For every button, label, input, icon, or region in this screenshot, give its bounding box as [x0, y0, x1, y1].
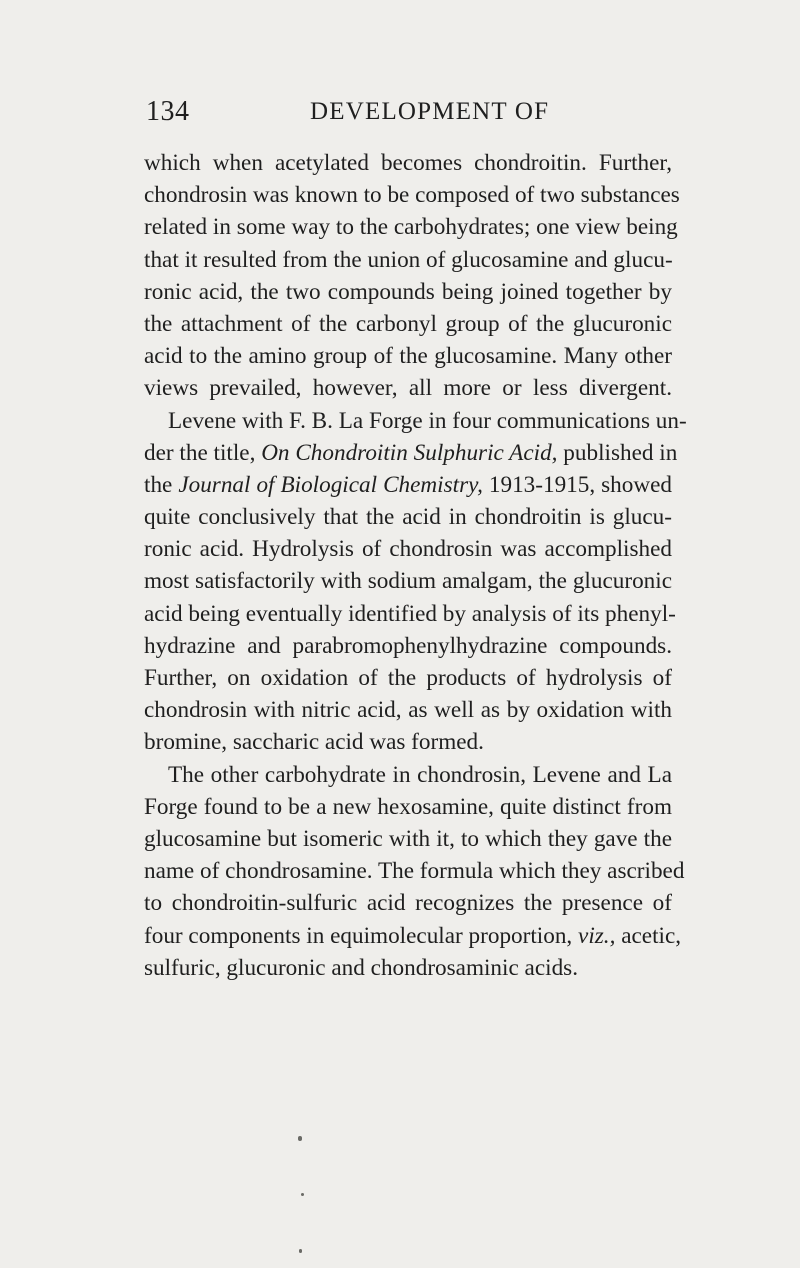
text-line: name of chondrosamine. The formula which they ascribed [144, 858, 685, 885]
text-line: ronic acid, the two compounds being joined together by [144, 278, 672, 305]
text-line: most satisfactorily with sodium amalgam, the glucuronic [144, 568, 672, 595]
paper-speck [298, 1136, 302, 1141]
body-text [144, 147, 687, 984]
italic-journal: Journal of Biological Chemistry, [178, 471, 483, 498]
text-line: glucosamine but isomeric with it, to which they gave the [144, 825, 672, 852]
text-line: acid to the amino group of the glucosamine. Many other [144, 343, 672, 370]
text-line: The other carbohydrate in chondrosin, Levene and La [168, 761, 672, 788]
italic-viz: viz., [578, 922, 616, 949]
text-line: views prevailed, however, all more or less divergent. [144, 375, 672, 402]
text-line: der the title, On Chondroitin Sulphuric Acid, published in [144, 439, 678, 466]
text-line: chondrosin was known to be composed of two substances [144, 182, 680, 209]
page-number: 134 [146, 96, 190, 127]
text-line: Levene with F. B. La Forge in four communications un- [168, 407, 687, 434]
text-line: sulfuric, glucuronic and chondrosaminic acids. [144, 954, 578, 981]
text-line: the attachment of the carbonyl group of the glucuronic [144, 310, 672, 337]
text-line: acid being eventually identified by analysis of its phenyl- [144, 600, 676, 627]
text-line: to chondroitin-sulfuric acid recognizes the presence of [144, 890, 672, 917]
text-line: hydrazine and parabromophenylhydrazine compounds. [144, 632, 672, 659]
text-line: chondrosin with nitric acid, as well as by oxidation with [144, 697, 672, 724]
text-line: which when acetylated becomes chondroitin. Further, [144, 150, 672, 176]
text-line: Forge found to be a new hexosamine, quite distinct from [144, 793, 672, 820]
paper-speck [299, 1249, 302, 1253]
text-line: quite conclusively that the acid in chondroitin is glucu- [144, 504, 672, 531]
italic-title: On Chondroitin Sulphuric Acid, [261, 439, 558, 466]
running-title: DEVELOPMENT OF [310, 98, 550, 125]
text-line: four components in equimolecular proportion, viz., acetic, [144, 922, 682, 949]
text-line: that it resulted from the union of glucosamine and glucu- [144, 246, 673, 273]
paper-speck [301, 1193, 304, 1196]
text-line: Further, on oxidation of the products of hydrolysis of [144, 665, 672, 691]
text-line: the Journal of Biological Chemistry, 1913-1915, showed [144, 471, 672, 498]
running-head [0, 92, 800, 132]
text-line: ronic acid. Hydrolysis of chondrosin was accomplished [144, 536, 672, 563]
text-line: related in some way to the carbohydrates; one view being [144, 214, 678, 241]
text-line: bromine, saccharic acid was formed. [144, 729, 484, 756]
